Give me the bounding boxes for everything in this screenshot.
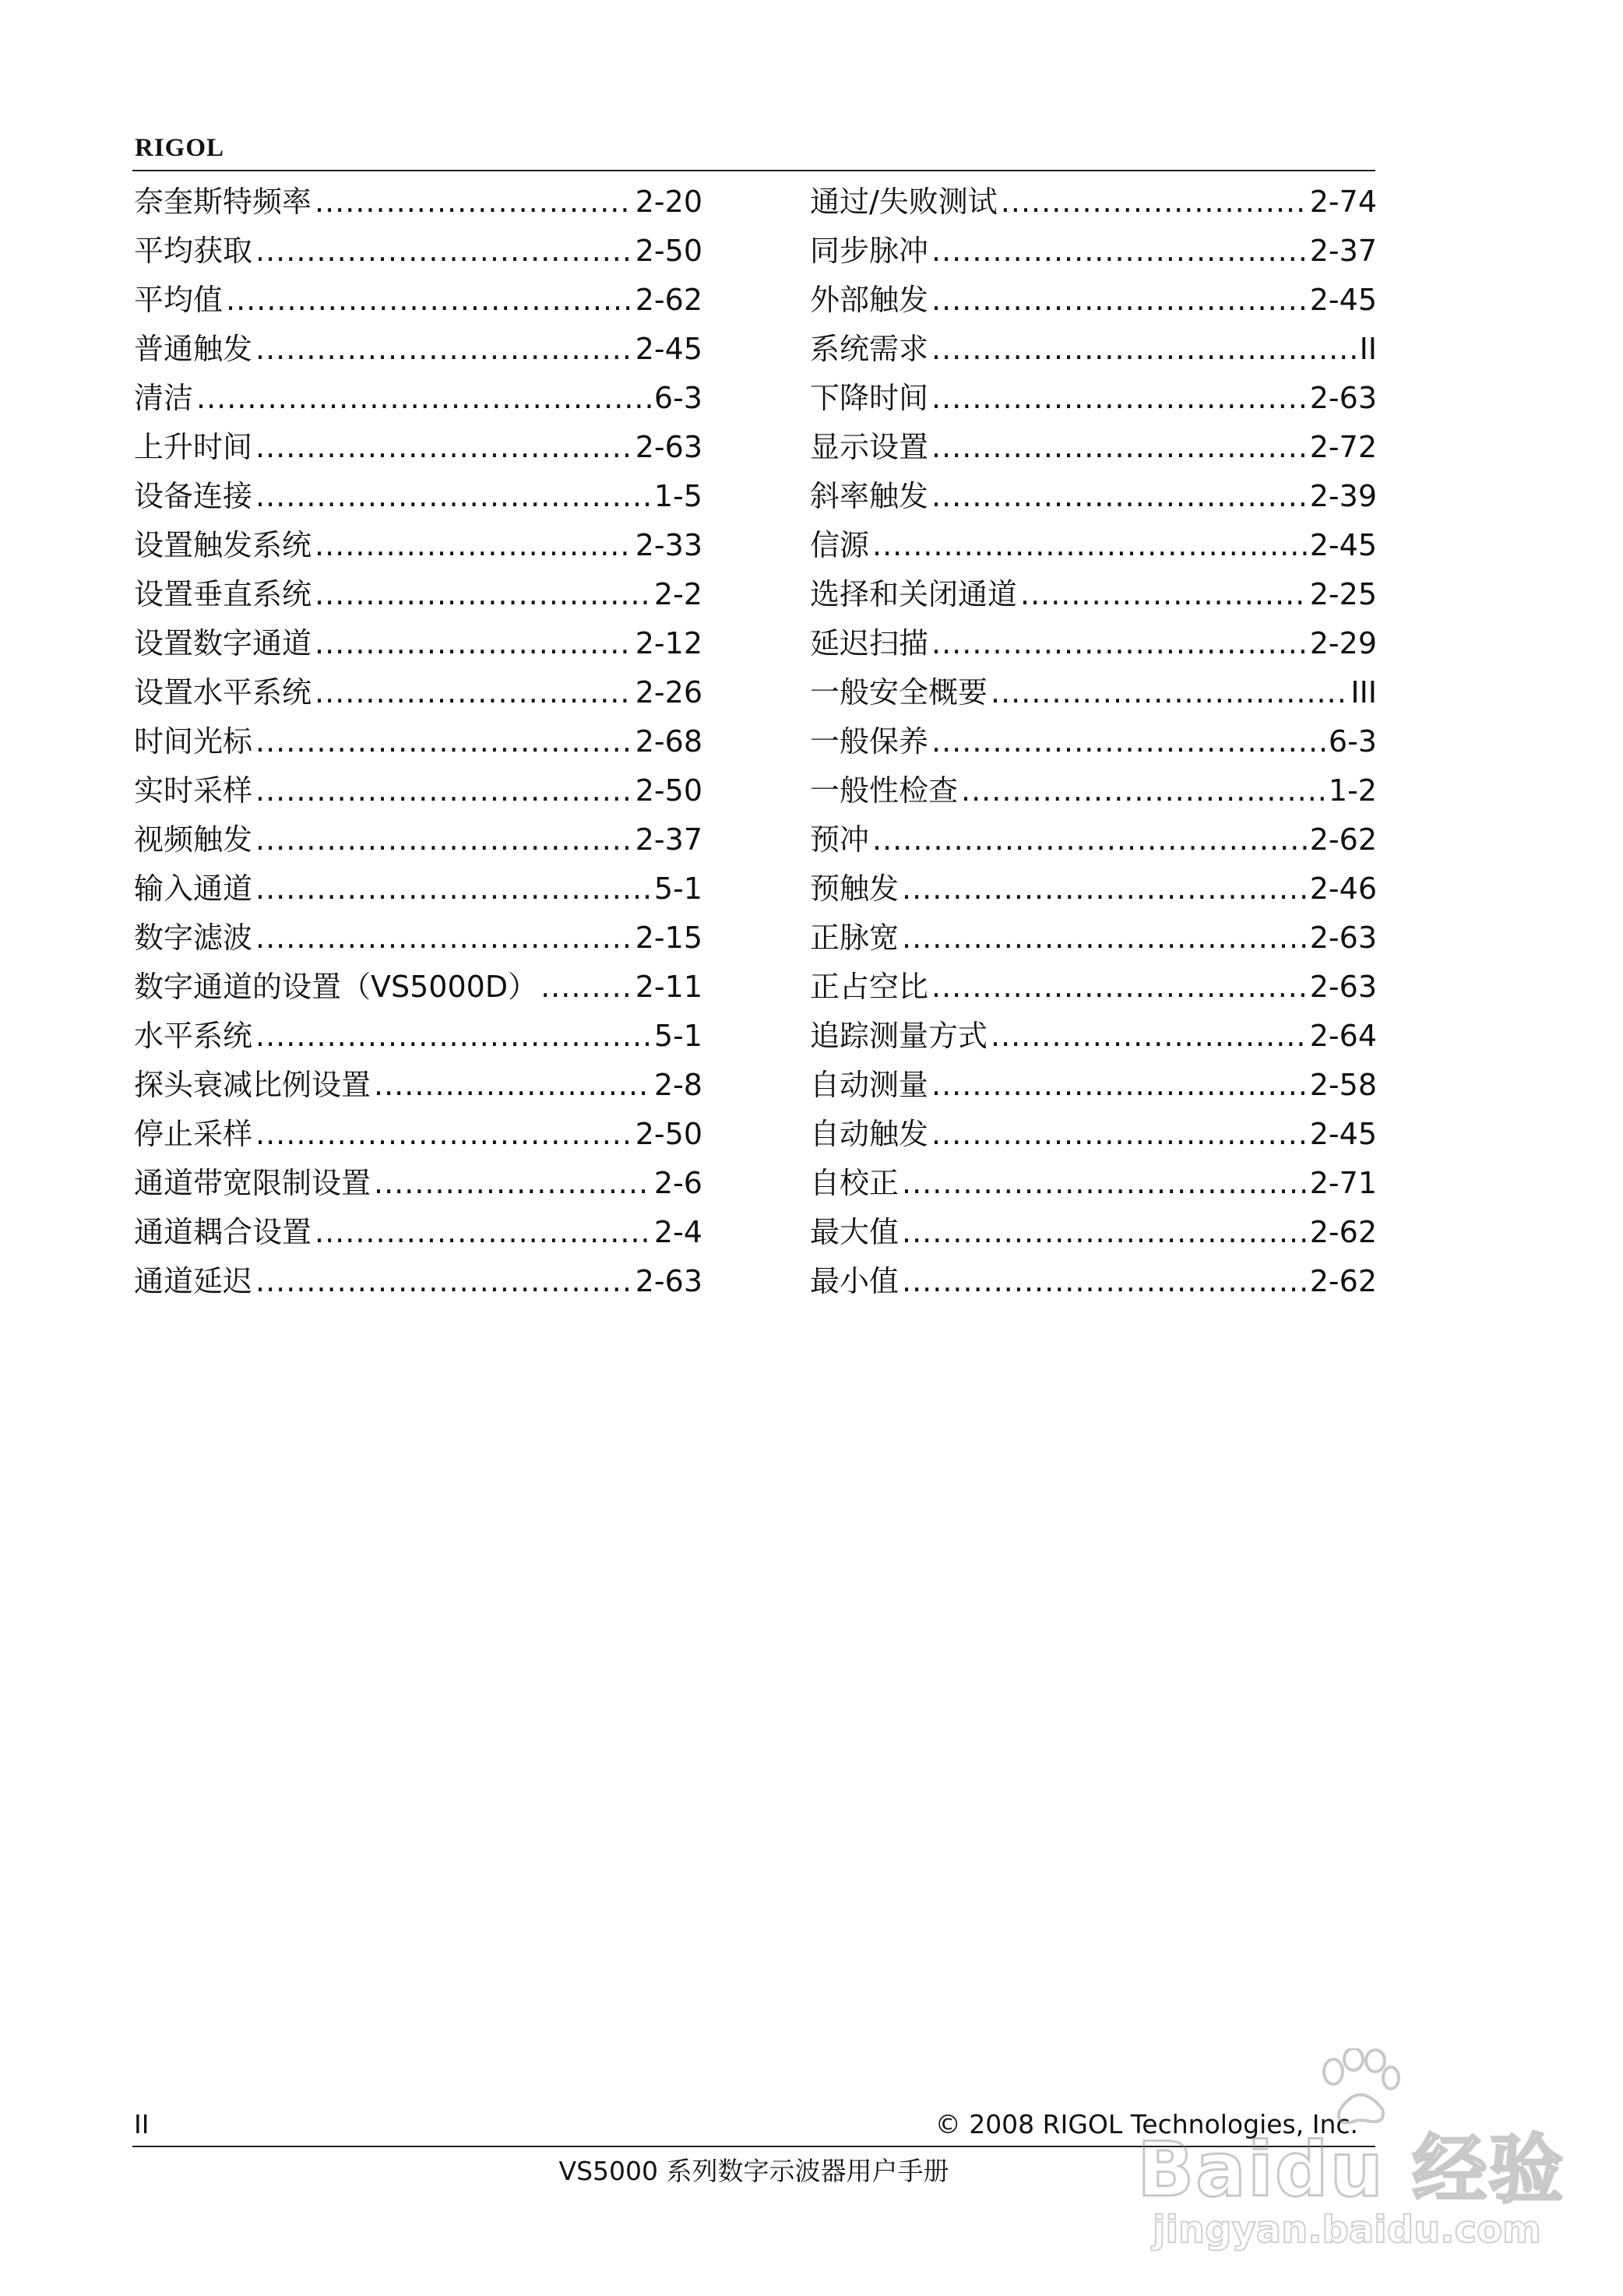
index-term: 输入通道: [134, 872, 253, 906]
index-page-ref: 2-63: [635, 1264, 702, 1298]
dot-leader: [931, 963, 1307, 1012]
index-entry: [810, 178, 1377, 227]
index-page-ref: III: [1350, 675, 1377, 710]
index-term: 追踪测量方式: [810, 1019, 988, 1053]
index-entry: [134, 766, 702, 815]
index-entry: [134, 472, 702, 521]
dot-leader: [374, 1061, 651, 1110]
index-page-ref: 2-37: [635, 822, 702, 857]
index-term: 斜率触发: [810, 479, 929, 513]
index-column-left: [134, 178, 702, 1306]
index-entry: [810, 815, 1377, 865]
dot-leader: [1020, 570, 1307, 619]
index-page-ref: 5-1: [653, 1019, 702, 1053]
index-page-ref: 2-15: [635, 921, 702, 955]
index-entry: [134, 717, 702, 766]
footer-manual-title: VS5000 系列数字示波器用户手册: [558, 2156, 949, 2186]
dot-leader: [961, 766, 1326, 815]
index-page-ref: 2-62: [1309, 1264, 1377, 1298]
index-entry: [810, 423, 1377, 472]
index-term: 通过/失败测试: [810, 185, 998, 219]
dot-leader: [255, 766, 632, 815]
dot-leader: [931, 423, 1307, 472]
index-page-ref: 2-50: [635, 773, 702, 808]
index-page-ref: 2-63: [635, 430, 702, 464]
header-brand: RIGOL: [135, 134, 225, 162]
footer-page-number: II: [134, 2109, 150, 2139]
index-entry: [134, 374, 702, 423]
index-page-ref: 2-63: [1309, 381, 1377, 415]
index-page-ref: 2-6: [653, 1166, 702, 1200]
index-entry: [134, 1257, 702, 1306]
index-entry: [810, 619, 1377, 668]
dot-leader: [872, 521, 1307, 570]
index-page-ref: 2-68: [635, 724, 702, 759]
index-page-ref: 2-64: [1309, 1019, 1377, 1053]
index-entry: [810, 1110, 1377, 1159]
index-entry: [810, 227, 1377, 276]
dot-leader: [991, 668, 1347, 717]
dot-leader: [931, 227, 1307, 276]
index-page-ref: 2-37: [1309, 234, 1377, 268]
index-term: 时间光标: [134, 724, 253, 759]
index-entry: [810, 1159, 1377, 1208]
index-entry: [810, 865, 1377, 914]
watermark-logo-text: Baidu 经验: [1137, 2126, 1565, 2213]
dot-leader: [902, 1159, 1307, 1208]
index-term: 设置垂直系统: [134, 577, 312, 611]
dot-leader: [931, 276, 1307, 325]
index-term: 自动测量: [810, 1068, 929, 1102]
index-page-ref: 2-39: [1309, 479, 1377, 513]
index-term: 设置触发系统: [134, 528, 312, 562]
baidu-jingyan-watermark: [1137, 2048, 1573, 2259]
watermark-url-text: jingyan.baidu.com: [1153, 2208, 1541, 2252]
index-entry: [134, 1159, 702, 1208]
index-page-ref: 2-45: [1309, 1117, 1377, 1151]
index-entry: [134, 1208, 702, 1257]
dot-leader: [931, 717, 1326, 766]
index-entry: [810, 521, 1377, 570]
index-term: 正占空比: [810, 970, 929, 1004]
index-term: 平均获取: [134, 234, 253, 268]
dot-leader: [196, 374, 651, 423]
index-entry: [134, 423, 702, 472]
index-page-ref: 2-46: [1309, 872, 1377, 906]
index-term: 探头衰减比例设置: [134, 1068, 371, 1102]
dot-leader: [255, 1012, 651, 1061]
index-term: 一般性检查: [810, 773, 959, 808]
dot-leader: [226, 276, 632, 325]
index-page-ref: 1-5: [653, 479, 702, 513]
index-entry: [134, 1012, 702, 1061]
index-page-ref: 2-62: [635, 283, 702, 317]
index-term: 显示设置: [810, 430, 929, 464]
index-page-ref: 2-11: [635, 970, 702, 1004]
dot-leader: [255, 914, 632, 963]
dot-leader: [902, 1257, 1307, 1306]
index-entry: [810, 1208, 1377, 1257]
index-page-ref: 2-63: [1309, 921, 1377, 955]
index-entry: [810, 914, 1377, 963]
index-page-ref: 2-4: [653, 1215, 702, 1249]
index-entry: [810, 472, 1377, 521]
index-term: 数字通道的设置（VS5000D）: [134, 970, 538, 1004]
index-term: 奈奎斯特频率: [134, 185, 312, 219]
dot-leader: [255, 1257, 632, 1306]
index-term: 最小值: [810, 1264, 900, 1298]
dot-leader: [1001, 178, 1307, 227]
index-entry: [134, 1110, 702, 1159]
index-term: 正脉宽: [810, 921, 900, 955]
index-term: 选择和关闭通道: [810, 577, 1018, 611]
dot-leader: [315, 521, 632, 570]
dot-leader: [931, 1110, 1307, 1159]
dot-leader: [255, 717, 632, 766]
index-page-ref: 2-72: [1309, 430, 1377, 464]
index-page-ref: II: [1359, 332, 1377, 366]
index-term: 视频触发: [134, 822, 253, 857]
index-term: 平均值: [134, 283, 224, 317]
index-entry: [810, 325, 1377, 374]
index-entry: [134, 227, 702, 276]
dot-leader: [540, 963, 632, 1012]
index-page-ref: 6-3: [1328, 724, 1377, 759]
index-page-ref: 2-62: [1309, 822, 1377, 857]
index-page-ref: 2-45: [635, 332, 702, 366]
footer-copyright: © 2008 RIGOL Technologies, Inc.: [935, 2109, 1358, 2139]
dot-leader: [902, 865, 1307, 914]
index-term: 一般安全概要: [810, 675, 988, 710]
index-term: 实时采样: [134, 773, 253, 808]
index-entry: [810, 570, 1377, 619]
index-term: 通道耦合设置: [134, 1215, 312, 1249]
dot-leader: [374, 1159, 651, 1208]
index-page-ref: 2-74: [1309, 185, 1377, 219]
index-page-ref: 2-26: [635, 675, 702, 710]
dot-leader: [255, 325, 632, 374]
dot-leader: [902, 914, 1307, 963]
index-page-ref: 2-50: [635, 1117, 702, 1151]
index-term: 设备连接: [134, 479, 253, 513]
index-page-ref: 2-71: [1309, 1166, 1377, 1200]
index-page-ref: 2-2: [653, 577, 702, 611]
index-entry: [134, 570, 702, 619]
index-entry: [134, 815, 702, 865]
index-term: 预冲: [810, 822, 870, 857]
index-entry: [810, 276, 1377, 325]
index-page-ref: 5-1: [653, 872, 702, 906]
index-term: 通道带宽限制设置: [134, 1166, 371, 1200]
index-term: 停止采样: [134, 1117, 253, 1151]
index-page-ref: 2-45: [1309, 528, 1377, 562]
index-page-ref: 2-25: [1309, 577, 1377, 611]
index-term: 自校正: [810, 1166, 900, 1200]
dot-leader: [255, 472, 651, 521]
index-page-ref: 2-20: [635, 185, 702, 219]
dot-leader: [931, 619, 1307, 668]
index-entry: [134, 521, 702, 570]
dot-leader: [255, 1110, 632, 1159]
dot-leader: [315, 178, 632, 227]
dot-leader: [315, 668, 632, 717]
dot-leader: [315, 1208, 651, 1257]
dot-leader: [255, 815, 632, 865]
index-term: 通道延迟: [134, 1264, 253, 1298]
dot-leader: [991, 1012, 1307, 1061]
index-term: 水平系统: [134, 1019, 253, 1053]
index-column-right: [810, 178, 1377, 1306]
index-term: 普通触发: [134, 332, 253, 366]
dot-leader: [315, 570, 651, 619]
dot-leader: [315, 619, 632, 668]
index-term: 信源: [810, 528, 870, 562]
dot-leader: [902, 1208, 1307, 1257]
index-term: 上升时间: [134, 430, 253, 464]
dot-leader: [931, 472, 1307, 521]
index-entry: [810, 668, 1377, 717]
index-entry: [134, 276, 702, 325]
index-entry: [810, 963, 1377, 1012]
index-term: 同步脉冲: [810, 234, 929, 268]
dot-leader: [872, 815, 1307, 865]
index-page-ref: 2-8: [653, 1068, 702, 1102]
index-page-ref: 6-3: [653, 381, 702, 415]
index-entry: [134, 963, 702, 1012]
index-term: 一般保养: [810, 724, 929, 759]
index-entry: [134, 619, 702, 668]
index-term: 设置数字通道: [134, 626, 312, 660]
dot-leader: [931, 325, 1357, 374]
index-term: 自动触发: [810, 1117, 929, 1151]
dot-leader: [255, 865, 651, 914]
index-entry: [810, 1012, 1377, 1061]
index-page-ref: 2-50: [635, 234, 702, 268]
index-page-ref: 1-2: [1328, 773, 1377, 808]
index-term: 下降时间: [810, 381, 929, 415]
index-term: 数字滤波: [134, 921, 253, 955]
index-entry: [810, 766, 1377, 815]
index-page-ref: 2-33: [635, 528, 702, 562]
index-term: 延迟扫描: [810, 626, 929, 660]
index-page-ref: 2-62: [1309, 1215, 1377, 1249]
index-page-ref: 2-45: [1309, 283, 1377, 317]
index-page-ref: 2-29: [1309, 626, 1377, 660]
index-term: 预触发: [810, 872, 900, 906]
index-entry: [134, 914, 702, 963]
index-entry: [810, 1061, 1377, 1110]
index-entry: [810, 374, 1377, 423]
index-entry: [134, 668, 702, 717]
index-entry: [134, 325, 702, 374]
index-term: 清洁: [134, 381, 194, 415]
index-entry: [134, 1061, 702, 1110]
index-term: 系统需求: [810, 332, 929, 366]
index-term: 设置水平系统: [134, 675, 312, 710]
index-entry: [134, 865, 702, 914]
index-entry: [810, 1257, 1377, 1306]
index-page-ref: 2-63: [1309, 970, 1377, 1004]
dot-leader: [255, 227, 632, 276]
index-term: 最大值: [810, 1215, 900, 1249]
dot-leader: [931, 374, 1307, 423]
header-divider: [132, 170, 1375, 171]
index-entry: [810, 717, 1377, 766]
dot-leader: [931, 1061, 1307, 1110]
dot-leader: [255, 423, 632, 472]
index-entry: [134, 178, 702, 227]
index-term: 外部触发: [810, 283, 929, 317]
index-page-ref: 2-12: [635, 626, 702, 660]
index-page-ref: 2-58: [1309, 1068, 1377, 1102]
